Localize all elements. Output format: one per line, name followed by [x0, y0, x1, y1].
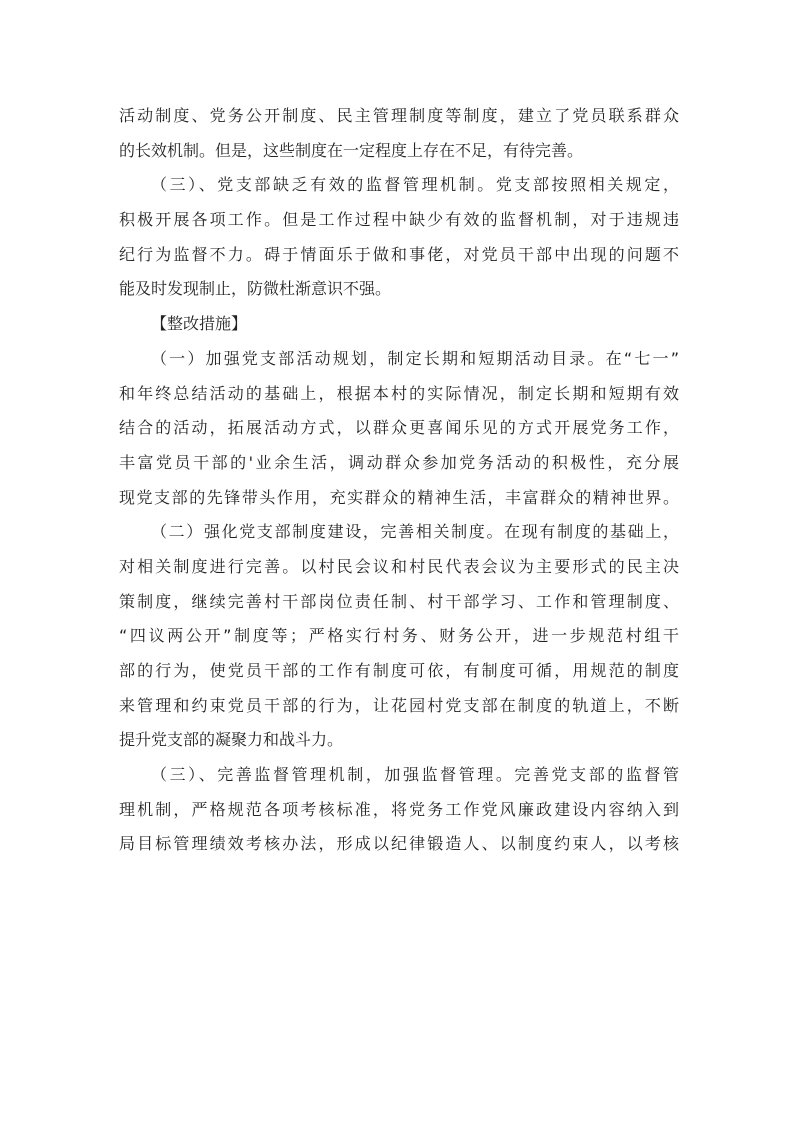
text-line: 积极开展各项工作。但是工作过程中缺少有效的监督机制，对于违规违	[119, 210, 679, 230]
text-line: 部的行为，使党员干部的工作有制度可依，有制度可循，用规范的制度	[119, 661, 679, 680]
text-line: 能及时发现制止，防微杜渐意识不强。	[119, 279, 392, 299]
text-line: 和年终总结活动的基础上，根据本村的实际情况，制定长期和短期有效	[119, 383, 679, 403]
text-line: 丰富党员干部的'业余生活，调动群众参加党务活动的积极性，充分展	[119, 452, 679, 472]
section-heading-line: （一）加强党支部活动规划，制定长期和短期活动目录。在“七一”	[151, 348, 679, 368]
text-line: 提升党支部的凝聚力和战斗力。	[119, 730, 344, 750]
text-line: 现党支部的先锋带头作用，充实群众的精神生活，丰富群众的精神世界。	[119, 487, 679, 507]
text-line: 策制度，继续完善村干部岗位责任制、村干部学习、工作和管理制度、	[119, 591, 679, 611]
document-body	[119, 99, 679, 862]
section-heading-line: （三）、党支部缺乏有效的监督管理机制。党支部按照相关规定，	[151, 175, 679, 195]
text-line: 局目标管理绩效考核办法，形成以纪律锻造人、以制度约束人，以考核	[119, 834, 679, 854]
text-line: 对相关制度进行完善。以村民会议和村民代表会议为主要形式的民主决	[119, 556, 679, 576]
section-heading-line: （二）强化党支部制度建设，完善相关制度。在现有制度的基础上，	[151, 522, 679, 542]
text-line: 的长效机制。但是，这些制度在一定程度上存在不足，有待完善。	[119, 140, 584, 160]
text-line: 来管理和约束党员干部的行为，让花园村党支部在制度的轨道上，不断	[119, 695, 679, 715]
rectification-measures-heading: 【整改措施】	[151, 314, 248, 334]
text-line: “四议两公开”制度等；严格实行村务、财务公开，进一步规范村组干	[119, 626, 679, 646]
section-heading-line: （三）、完善监督管理机制，加强监督管理。完善党支部的监督管	[151, 765, 679, 785]
text-line: 活动制度、党务公开制度、民主管理制度等制度，建立了党员联系群众	[119, 106, 679, 125]
text-line: 结合的活动，拓展活动方式，以群众更喜闻乐见的方式开展党务工作，	[119, 418, 679, 438]
text-line: 纪行为监督不力。碍于情面乐于做和事佬，对党员干部中出现的问题不	[119, 244, 679, 264]
text-line: 理机制，严格规范各项考核标准，将党务工作党风廉政建设内容纳入到	[119, 799, 679, 819]
